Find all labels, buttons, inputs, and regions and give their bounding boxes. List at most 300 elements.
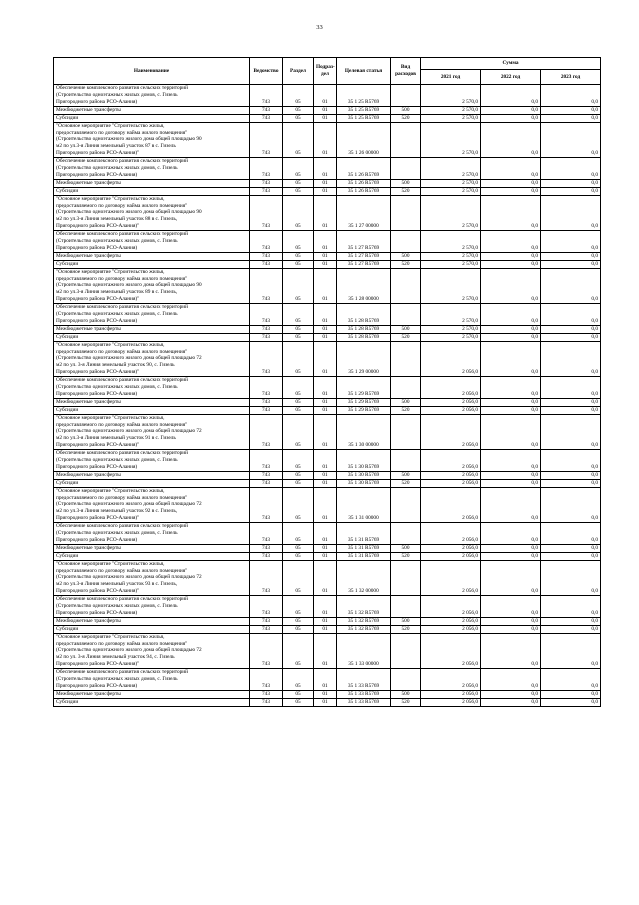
cell-subsection: 01 <box>314 617 337 625</box>
cell-2023: 0,0 <box>541 625 601 633</box>
cell-2022: 0,0 <box>481 479 541 487</box>
cell-2021: 2 570,0 <box>421 106 481 114</box>
table-row <box>54 268 601 303</box>
cell-expense-type: 500 <box>391 398 421 406</box>
table-row <box>54 333 601 341</box>
header-target: Целевая статья <box>337 58 391 85</box>
cell-ministry: 743 <box>250 544 283 552</box>
cell-subsection: 01 <box>314 487 337 522</box>
cell-ministry: 743 <box>250 523 283 545</box>
cell-2023: 0,0 <box>541 596 601 618</box>
cell-2023: 0,0 <box>541 633 601 668</box>
cell-section: 05 <box>283 487 314 522</box>
cell-expense-type: 500 <box>391 325 421 333</box>
cell-expense-type: 520 <box>391 406 421 414</box>
budget-table <box>53 57 601 707</box>
cell-2022: 0,0 <box>481 333 541 341</box>
cell-target: 35 1 32 00000 <box>337 560 391 595</box>
cell-2023: 0,0 <box>541 398 601 406</box>
cell-target: 35 1 30 R5769 <box>337 450 391 472</box>
cell-ministry: 743 <box>250 187 283 195</box>
cell-expense-type: 500 <box>391 690 421 698</box>
cell-expense-type: 520 <box>391 479 421 487</box>
cell-expense-type <box>391 158 421 180</box>
cell-section: 05 <box>283 106 314 114</box>
cell-section: 05 <box>283 560 314 595</box>
cell-2023: 0,0 <box>541 698 601 706</box>
cell-ministry: 743 <box>250 268 283 303</box>
cell-ministry: 743 <box>250 471 283 479</box>
cell-name: Субсидии <box>54 114 250 122</box>
cell-ministry: 743 <box>250 633 283 668</box>
cell-name: Субсидии <box>54 260 250 268</box>
cell-2023: 0,0 <box>541 377 601 399</box>
cell-name: Субсидии <box>54 479 250 487</box>
cell-ministry: 743 <box>250 479 283 487</box>
cell-ministry: 743 <box>250 158 283 180</box>
cell-target: 35 1 29 R5769 <box>337 398 391 406</box>
cell-section: 05 <box>283 341 314 376</box>
cell-target: 35 1 27 R5769 <box>337 252 391 260</box>
cell-target: 35 1 31 00000 <box>337 487 391 522</box>
cell-expense-type: 520 <box>391 698 421 706</box>
cell-2023: 0,0 <box>541 414 601 449</box>
cell-2021: 2 056,0 <box>421 690 481 698</box>
cell-2021: 2 056,0 <box>421 398 481 406</box>
cell-subsection: 01 <box>314 341 337 376</box>
header-name: Наименование <box>54 58 250 85</box>
cell-target: 35 1 29 R5769 <box>337 377 391 399</box>
cell-name: Субсидии <box>54 698 250 706</box>
cell-ministry: 743 <box>250 398 283 406</box>
cell-2021: 2 056,0 <box>421 523 481 545</box>
cell-2022: 0,0 <box>481 690 541 698</box>
cell-section: 05 <box>283 544 314 552</box>
cell-section: 05 <box>283 479 314 487</box>
cell-section: 05 <box>283 231 314 253</box>
cell-2022: 0,0 <box>481 523 541 545</box>
cell-target: 35 1 26 R5769 <box>337 179 391 187</box>
cell-2023: 0,0 <box>541 195 601 230</box>
cell-section: 05 <box>283 158 314 180</box>
table-row <box>54 406 601 414</box>
cell-2022: 0,0 <box>481 450 541 472</box>
cell-ministry: 743 <box>250 487 283 522</box>
cell-section: 05 <box>283 377 314 399</box>
cell-expense-type <box>391 669 421 691</box>
table-row <box>54 479 601 487</box>
cell-ministry: 743 <box>250 625 283 633</box>
cell-2022: 0,0 <box>481 122 541 157</box>
cell-ministry: 743 <box>250 406 283 414</box>
cell-name: Межбюджетные трансферты <box>54 690 250 698</box>
header-subsection: Подраз- дел <box>314 58 337 85</box>
cell-expense-type <box>391 195 421 230</box>
cell-name: Межбюджетные трансферты <box>54 179 250 187</box>
cell-2023: 0,0 <box>541 487 601 522</box>
cell-section: 05 <box>283 414 314 449</box>
cell-subsection: 01 <box>314 414 337 449</box>
cell-2023: 0,0 <box>541 669 601 691</box>
header-year-2021: 2021 год <box>421 70 481 85</box>
table-row <box>54 122 601 157</box>
cell-2022: 0,0 <box>481 698 541 706</box>
cell-name: "Основное мероприятие "Строительство жилья, предоставляемого по договору найма жилого помещения" (Строительство одноэтажного жилого дома общей площадью 90 м2 по ул.3-я Линия земельный участок 89 в с. Гизель, Пригородного района РСО-Алания)" <box>54 268 250 303</box>
cell-subsection: 01 <box>314 698 337 706</box>
cell-name: "Основное мероприятие "Строительство жилья, предоставляемого по договору найма жилого помещения" (Строительство одноэтажного жилого дома общей площадью 72 м2 по ул. 3-я Линия земельный участок 94, с. Гизель Пригородного района РСО-Алания)" <box>54 633 250 668</box>
cell-name: "Основное мероприятие "Строительство жилья, предоставляемого по договору найма жилого помещения" (Строительство одноэтажного жилого дома общей площадью 90 м2 по ул.3-я Линия земельный участок 87 в с. Гизель Пригородного района РСО-Алания)" <box>54 122 250 157</box>
cell-2023: 0,0 <box>541 260 601 268</box>
cell-subsection: 01 <box>314 268 337 303</box>
cell-2022: 0,0 <box>481 252 541 260</box>
cell-2023: 0,0 <box>541 252 601 260</box>
cell-expense-type <box>391 341 421 376</box>
cell-name: Субсидии <box>54 333 250 341</box>
cell-ministry: 743 <box>250 106 283 114</box>
cell-subsection: 01 <box>314 377 337 399</box>
cell-target: 35 1 33 R5769 <box>337 698 391 706</box>
cell-name: Обеспечение комплексного развития сельских территорий (Строительство одноэтажных жилых домов, с. Гизель Пригородного района РСО-Алания) <box>54 304 250 326</box>
cell-target: 35 1 27 00000 <box>337 195 391 230</box>
cell-2021: 2 056,0 <box>421 450 481 472</box>
cell-2022: 0,0 <box>481 560 541 595</box>
cell-2023: 0,0 <box>541 187 601 195</box>
cell-ministry: 743 <box>250 617 283 625</box>
cell-subsection: 01 <box>314 122 337 157</box>
cell-target: 35 1 33 R5769 <box>337 690 391 698</box>
cell-2021: 2 056,0 <box>421 487 481 522</box>
cell-subsection: 01 <box>314 471 337 479</box>
cell-expense-type: 500 <box>391 471 421 479</box>
cell-2022: 0,0 <box>481 617 541 625</box>
cell-2021: 2 056,0 <box>421 471 481 479</box>
cell-2021: 2 056,0 <box>421 560 481 595</box>
cell-2022: 0,0 <box>481 268 541 303</box>
cell-2021: 2 570,0 <box>421 231 481 253</box>
cell-name: Субсидии <box>54 187 250 195</box>
cell-ministry: 743 <box>250 195 283 230</box>
cell-section: 05 <box>283 304 314 326</box>
table-row <box>54 596 601 618</box>
cell-ministry: 743 <box>250 450 283 472</box>
cell-subsection: 01 <box>314 690 337 698</box>
cell-target: 35 1 28 R5769 <box>337 325 391 333</box>
cell-2022: 0,0 <box>481 552 541 560</box>
cell-2021: 2 570,0 <box>421 158 481 180</box>
cell-section: 05 <box>283 552 314 560</box>
table-row <box>54 690 601 698</box>
cell-section: 05 <box>283 325 314 333</box>
cell-2022: 0,0 <box>481 158 541 180</box>
cell-2021: 2 570,0 <box>421 268 481 303</box>
cell-expense-type <box>391 450 421 472</box>
cell-2021: 2 056,0 <box>421 698 481 706</box>
cell-2021: 2 056,0 <box>421 377 481 399</box>
cell-target: 35 1 29 R5769 <box>337 406 391 414</box>
cell-section: 05 <box>283 523 314 545</box>
cell-2023: 0,0 <box>541 179 601 187</box>
cell-2022: 0,0 <box>481 106 541 114</box>
cell-ministry: 743 <box>250 260 283 268</box>
cell-name: Обеспечение комплексного развития сельских территорий (Строительство одноэтажных жилых домов, с. Гизель Пригородного района РСО-Алания) <box>54 450 250 472</box>
cell-section: 05 <box>283 625 314 633</box>
cell-ministry: 743 <box>250 552 283 560</box>
cell-name: "Основное мероприятие "Строительство жилья, предоставляемого по договору найма жилого помещения" (Строительство одноэтажного жилого дома общей площадью 72 м2 по ул.3-я Линия земельный участок 93 в с. Гизель, Пригородного района РСО-Алания)" <box>54 560 250 595</box>
cell-subsection: 01 <box>314 560 337 595</box>
header-year-2023: 2023 год <box>541 70 601 85</box>
cell-expense-type: 500 <box>391 106 421 114</box>
cell-ministry: 743 <box>250 596 283 618</box>
table-row <box>54 231 601 253</box>
cell-ministry: 743 <box>250 414 283 449</box>
cell-ministry: 743 <box>250 333 283 341</box>
table-row <box>54 471 601 479</box>
cell-section: 05 <box>283 122 314 157</box>
cell-target: 35 1 32 R5769 <box>337 625 391 633</box>
cell-2022: 0,0 <box>481 187 541 195</box>
table-row <box>54 414 601 449</box>
cell-ministry: 743 <box>250 252 283 260</box>
cell-expense-type <box>391 85 421 107</box>
cell-section: 05 <box>283 690 314 698</box>
table-row <box>54 341 601 376</box>
cell-target: 35 1 31 R5769 <box>337 544 391 552</box>
cell-name: Субсидии <box>54 552 250 560</box>
table-row <box>54 252 601 260</box>
cell-name: Обеспечение комплексного развития сельских территорий (Строительство одноэтажных жилых домов, с. Гизель Пригородного района РСО-Алания) <box>54 158 250 180</box>
cell-2021: 2 570,0 <box>421 114 481 122</box>
cell-name: Обеспечение комплексного развития сельских территорий (Строительство одноэтажных жилых домов, с. Гизель Пригородного района РСО-Алания) <box>54 231 250 253</box>
cell-subsection: 01 <box>314 85 337 107</box>
cell-section: 05 <box>283 471 314 479</box>
cell-2022: 0,0 <box>481 414 541 449</box>
cell-expense-type <box>391 487 421 522</box>
cell-2023: 0,0 <box>541 106 601 114</box>
cell-ministry: 743 <box>250 560 283 595</box>
cell-section: 05 <box>283 406 314 414</box>
cell-2022: 0,0 <box>481 633 541 668</box>
cell-2023: 0,0 <box>541 406 601 414</box>
cell-name: Обеспечение комплексного развития сельских территорий (Строительство одноэтажных жилых домов, с. Гизель Пригородного района РСО-Алания) <box>54 377 250 399</box>
cell-subsection: 01 <box>314 260 337 268</box>
cell-subsection: 01 <box>314 333 337 341</box>
cell-expense-type: 500 <box>391 617 421 625</box>
page-number: 33 <box>316 24 323 31</box>
cell-ministry: 743 <box>250 85 283 107</box>
cell-expense-type <box>391 560 421 595</box>
table-row <box>54 260 601 268</box>
cell-subsection: 01 <box>314 523 337 545</box>
cell-2021: 2 056,0 <box>421 669 481 691</box>
cell-section: 05 <box>283 114 314 122</box>
cell-2022: 0,0 <box>481 406 541 414</box>
cell-2022: 0,0 <box>481 669 541 691</box>
cell-name: Межбюджетные трансферты <box>54 617 250 625</box>
cell-2023: 0,0 <box>541 114 601 122</box>
cell-target: 35 1 25 R5769 <box>337 106 391 114</box>
cell-expense-type <box>391 633 421 668</box>
cell-2023: 0,0 <box>541 523 601 545</box>
cell-name: Обеспечение комплексного развития сельских территорий (Строительство одноэтажных жилых домов, с. Гизель Пригородного района РСО-Алания) <box>54 596 250 618</box>
cell-name: Межбюджетные трансферты <box>54 398 250 406</box>
cell-name: Межбюджетные трансферты <box>54 252 250 260</box>
cell-subsection: 01 <box>314 158 337 180</box>
cell-2022: 0,0 <box>481 544 541 552</box>
header-ministry: Ведомство <box>250 58 283 85</box>
cell-section: 05 <box>283 617 314 625</box>
cell-section: 05 <box>283 333 314 341</box>
cell-name: "Основное мероприятие "Строительство жилья, предоставляемого по договору найма жилого помещения" (Строительство одноэтажного жилого дома общей площадью 90 м2 по ул.3-я Линия земельный участок 88 в с. Гизель, Пригородного района РСО-Алания)" <box>54 195 250 230</box>
cell-subsection: 01 <box>314 106 337 114</box>
cell-target: 35 1 26 R5769 <box>337 187 391 195</box>
cell-section: 05 <box>283 398 314 406</box>
table-row <box>54 544 601 552</box>
cell-subsection: 01 <box>314 552 337 560</box>
cell-2021: 2 056,0 <box>421 479 481 487</box>
cell-expense-type: 520 <box>391 625 421 633</box>
table-row <box>54 633 601 668</box>
table-row <box>54 625 601 633</box>
cell-expense-type: 520 <box>391 114 421 122</box>
cell-target: 35 1 32 R5769 <box>337 617 391 625</box>
cell-ministry: 743 <box>250 231 283 253</box>
cell-name: "Основное мероприятие "Строительство жилья, предоставляемого по договору найма жилого помещения" (Строительство одноэтажного жилого дома общей площадью 72 м2 по ул.3-я Линия земельный участок 92 в с. Гизель, Пригородного района РСО-Алания)" <box>54 487 250 522</box>
cell-section: 05 <box>283 187 314 195</box>
cell-expense-type <box>391 231 421 253</box>
cell-name: Обеспечение комплексного развития сельских территорий (Строительство одноэтажных жилых домов, с. Гизель Пригородного района РСО-Алания) <box>54 523 250 545</box>
cell-2021: 2 056,0 <box>421 596 481 618</box>
cell-name: Обеспечение комплексного развития сельских территорий (Строительство одноэтажных жилых домов, с. Гизель Пригородного района РСО-Алания) <box>54 85 250 107</box>
cell-2023: 0,0 <box>541 479 601 487</box>
cell-subsection: 01 <box>314 179 337 187</box>
cell-expense-type <box>391 596 421 618</box>
cell-2021: 2 570,0 <box>421 260 481 268</box>
cell-2021: 2 570,0 <box>421 333 481 341</box>
cell-subsection: 01 <box>314 195 337 230</box>
cell-2023: 0,0 <box>541 333 601 341</box>
cell-target: 35 1 27 R5769 <box>337 260 391 268</box>
cell-target: 35 1 30 00000 <box>337 414 391 449</box>
cell-subsection: 01 <box>314 398 337 406</box>
cell-subsection: 01 <box>314 450 337 472</box>
cell-subsection: 01 <box>314 479 337 487</box>
table-row <box>54 85 601 107</box>
cell-2022: 0,0 <box>481 260 541 268</box>
table-row <box>54 487 601 522</box>
cell-2022: 0,0 <box>481 304 541 326</box>
cell-section: 05 <box>283 596 314 618</box>
cell-section: 05 <box>283 268 314 303</box>
cell-subsection: 01 <box>314 625 337 633</box>
cell-target: 35 1 30 R5769 <box>337 471 391 479</box>
cell-2021: 2 056,0 <box>421 625 481 633</box>
cell-target: 35 1 31 R5769 <box>337 552 391 560</box>
header-sum: Сумма <box>421 58 601 70</box>
header-expense-type: Вид расходов <box>391 58 421 85</box>
cell-expense-type: 520 <box>391 552 421 560</box>
cell-name: Межбюджетные трансферты <box>54 471 250 479</box>
table-row <box>54 158 601 180</box>
cell-2022: 0,0 <box>481 377 541 399</box>
cell-ministry: 743 <box>250 698 283 706</box>
cell-name: Обеспечение комплексного развития сельских территорий (Строительство одноэтажных жилых домов, с. Гизель Пригородного района РСО-Алания) <box>54 669 250 691</box>
cell-2021: 2 570,0 <box>421 195 481 230</box>
cell-name: "Основное мероприятие "Строительство жилья, предоставляемого по договору найма жилого помещения" (Строительство одноэтажного жилого дома общей площадью 72 м2 по ул.3-я Линия земельный участок 91 в с. Гизель Пригородного района РСО-Алания)" <box>54 414 250 449</box>
cell-name: "Основное мероприятие "Строительство жилья, предоставляемого по договору найма жилого помещения" (Строительство одноэтажного жилого дома общей площадью 72 м2 по ул. 3-я Линия земельный участок 90, с. Гизель Пригородного района РСО-Алания)" <box>54 341 250 376</box>
cell-target: 35 1 33 R5769 <box>337 669 391 691</box>
cell-2023: 0,0 <box>541 85 601 107</box>
cell-section: 05 <box>283 252 314 260</box>
cell-target: 35 1 30 R5769 <box>337 479 391 487</box>
cell-2023: 0,0 <box>541 450 601 472</box>
cell-2022: 0,0 <box>481 179 541 187</box>
cell-2021: 2 056,0 <box>421 617 481 625</box>
cell-2021: 2 056,0 <box>421 633 481 668</box>
cell-target: 35 1 28 00000 <box>337 268 391 303</box>
cell-2022: 0,0 <box>481 341 541 376</box>
cell-subsection: 01 <box>314 252 337 260</box>
cell-target: 35 1 33 00000 <box>337 633 391 668</box>
cell-expense-type <box>391 414 421 449</box>
cell-subsection: 01 <box>314 304 337 326</box>
cell-subsection: 01 <box>314 325 337 333</box>
table-row <box>54 398 601 406</box>
cell-2022: 0,0 <box>481 114 541 122</box>
cell-name: Субсидии <box>54 406 250 414</box>
cell-section: 05 <box>283 669 314 691</box>
cell-ministry: 743 <box>250 114 283 122</box>
cell-expense-type: 520 <box>391 187 421 195</box>
cell-subsection: 01 <box>314 231 337 253</box>
cell-section: 05 <box>283 179 314 187</box>
cell-ministry: 743 <box>250 122 283 157</box>
cell-expense-type <box>391 304 421 326</box>
cell-ministry: 743 <box>250 669 283 691</box>
table-row <box>54 450 601 472</box>
cell-subsection: 01 <box>314 544 337 552</box>
cell-section: 05 <box>283 85 314 107</box>
cell-2021: 2 056,0 <box>421 406 481 414</box>
cell-expense-type: 520 <box>391 260 421 268</box>
cell-2021: 2 056,0 <box>421 544 481 552</box>
cell-2021: 2 570,0 <box>421 252 481 260</box>
cell-section: 05 <box>283 195 314 230</box>
table-row <box>54 325 601 333</box>
cell-section: 05 <box>283 633 314 668</box>
cell-2022: 0,0 <box>481 85 541 107</box>
cell-expense-type: 520 <box>391 333 421 341</box>
cell-2021: 2 570,0 <box>421 85 481 107</box>
table-row <box>54 114 601 122</box>
cell-2023: 0,0 <box>541 552 601 560</box>
cell-2023: 0,0 <box>541 325 601 333</box>
cell-2023: 0,0 <box>541 231 601 253</box>
table-row <box>54 617 601 625</box>
cell-2021: 2 056,0 <box>421 414 481 449</box>
cell-2022: 0,0 <box>481 195 541 230</box>
cell-2023: 0,0 <box>541 471 601 479</box>
cell-2022: 0,0 <box>481 325 541 333</box>
cell-expense-type: 500 <box>391 252 421 260</box>
table-row <box>54 304 601 326</box>
cell-target: 35 1 31 R5769 <box>337 523 391 545</box>
cell-ministry: 743 <box>250 341 283 376</box>
table-body <box>54 85 601 707</box>
cell-ministry: 743 <box>250 304 283 326</box>
cell-subsection: 01 <box>314 114 337 122</box>
cell-2021: 2 570,0 <box>421 304 481 326</box>
cell-2022: 0,0 <box>481 487 541 522</box>
